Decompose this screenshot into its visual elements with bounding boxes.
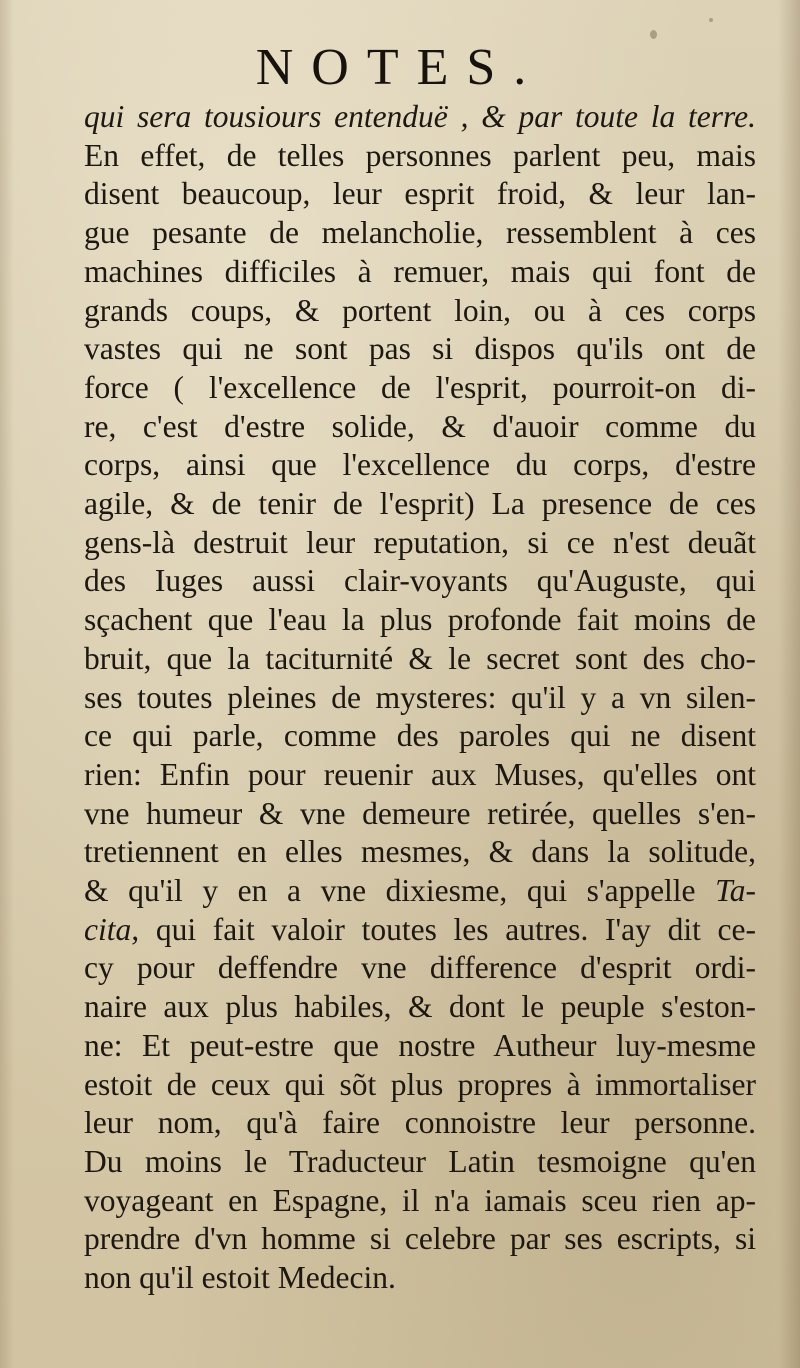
line-text: vne humeur & vne demeure retirée, quelles s'en- [84,795,756,831]
text-line [84,1066,756,1105]
line-text: disent beaucoup, leur esprit froid, & leur lan- [84,176,756,212]
line-text: ses toutes pleines de mysteres: qu'il y a vn silen- [84,679,756,715]
line-text: & qu'il y en a vne dixiesme, qui s'appelle [84,873,716,909]
text-line [84,253,756,292]
line-text: sçachent que l'eau la plus profonde fait moins de [84,602,756,638]
line-text: gens-là destruit leur reputation, si ce n'est deuãt [84,524,756,560]
line-text: voyageant en Espagne, il n'a iamais sceu rien ap- [84,1182,756,1218]
line-text: des Iuges aussi clair-voyants qu'Auguste, qui [84,563,756,599]
line-text: cy pour deffendre vne difference d'esprit ordi- [84,950,756,986]
text-line [84,330,756,369]
text-line [84,369,756,408]
body-text [84,98,756,1298]
text-line [84,1259,756,1298]
text-line [84,679,756,718]
text-line [84,446,756,485]
line-text: vastes qui ne sont pas si dispos qu'ils ont de [84,331,756,367]
line-text: tretiennent en elles mesmes, & dans la solitude, [84,834,756,870]
text-line [84,911,756,950]
text-line [84,137,756,176]
text-line [84,485,756,524]
text-line [84,175,756,214]
text-line [84,640,756,679]
line-text: bruit, que la taciturnité & le secret sont des cho- [84,640,756,676]
line-text: Du moins le Traducteur Latin tesmoigne qu'en [84,1143,756,1179]
line-text: corps, ainsi que l'excellence du corps, d'estre [84,447,756,483]
text-line [84,292,756,331]
text-line [84,601,756,640]
line-text: force ( l'excellence de l'esprit, pourroit-on di- [84,369,756,405]
text-line [84,756,756,795]
text-line [84,524,756,563]
text-line [84,833,756,872]
text-line [84,1027,756,1066]
text-line [84,1220,756,1259]
italic-text: qui sera tousiours entenduë , & par toute la terre. [84,99,756,134]
line-text: qui fait valoir toutes les autres. I'ay dit ce- [139,911,756,947]
line-text: estoit de ceux qui sõt plus propres à immortaliser [84,1066,756,1102]
page-gutter-shadow [0,0,14,1368]
page-edge-shadow [778,0,800,1368]
line-text: re, c'est d'estre solide, & d'auoir comme du [84,408,756,444]
line-text: grands coups, & portent loin, ou à ces corps [84,292,756,328]
line-text: ne: Et peut-estre que nostre Autheur luy-mesme [84,1027,756,1063]
text-line [84,1143,756,1182]
italic-text: cita, [84,911,140,947]
text-line [84,214,756,253]
line-text: prendre d'vn homme si celebre par ses escripts, si [84,1221,756,1257]
text-line [84,717,756,756]
paper-stain [709,18,713,22]
text-line [84,562,756,601]
line-text: En effet, de telles personnes parlent peu, mais [84,137,756,173]
text-line [84,795,756,834]
line-text: gue pesante de melancholie, ressemblent à ces [84,215,756,251]
text-line [84,408,756,447]
text-line [84,872,756,911]
line-text: naire aux plus habiles, & dont le peuple s'eston- [84,989,756,1025]
line-text: machines difficiles à remuer, mais qui font de [84,253,756,289]
line-text: leur nom, qu'à faire connoistre leur personne. [84,1105,756,1141]
text-line [84,98,756,137]
text-line [84,988,756,1027]
page-heading: NOTES. [255,39,545,96]
line-text: non qu'il estoit Medecin. [84,1260,396,1296]
text-line [84,949,756,988]
text-line [84,1182,756,1221]
line-text: rien: Enfin pour reuenir aux Muses, qu'elles ont [84,756,756,792]
line-text: agile, & de tenir de l'esprit) La presence de ces [84,486,756,522]
text-line [84,1104,756,1143]
line-text: ce qui parle, comme des paroles qui ne disent [84,718,756,754]
italic-text: Ta- [715,873,756,909]
